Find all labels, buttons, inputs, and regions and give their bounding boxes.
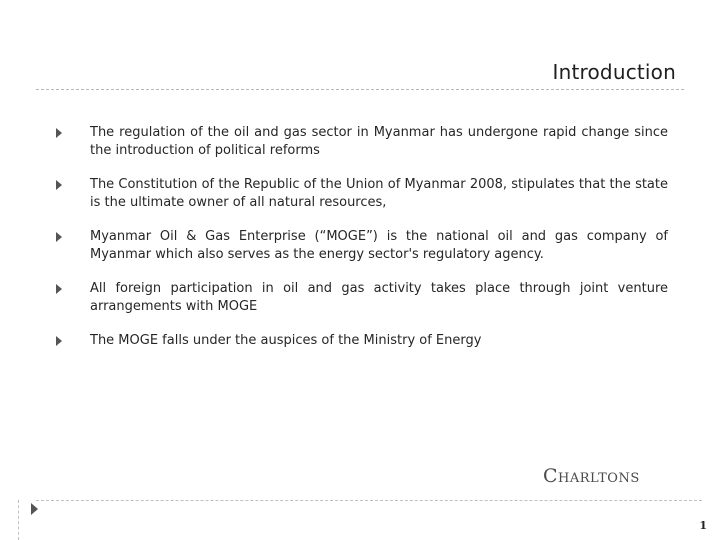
charltons-logo	[543, 465, 640, 487]
bullet-item	[56, 280, 668, 316]
bullet-text: The regulation of the oil and gas sector in Myanmar has undergone rapid change since the introduction of political reforms	[90, 125, 668, 158]
bullet-item	[56, 228, 668, 264]
triangle-right-icon	[56, 128, 62, 138]
bullet-text: The Constitution of the Republic of the Union of Myanmar 2008, stipulates that the state is the ultimate owner of all natural resources,	[90, 177, 668, 210]
page-number: 1	[699, 519, 707, 532]
bullet-item	[56, 124, 668, 160]
bullet-item	[56, 332, 668, 350]
triangle-right-icon	[56, 232, 62, 242]
footer-divider	[36, 500, 702, 501]
logo-first-letter: C	[543, 465, 559, 487]
side-divider	[18, 500, 19, 540]
logo-rest: HARLTONS	[558, 471, 640, 486]
bullet-text: All foreign participation in oil and gas activity takes place through joint venture arrangements with MOGE	[90, 281, 668, 314]
triangle-right-icon	[56, 336, 62, 346]
play-arrow-icon[interactable]	[31, 503, 38, 515]
bullet-text: The MOGE falls under the auspices of the Ministry of Energy	[90, 333, 482, 348]
bullet-text: Myanmar Oil & Gas Enterprise (“MOGE”) is the national oil and gas company of Myanmar which also serves as the energy sector's regulatory agency.	[90, 229, 668, 262]
title-divider	[36, 89, 684, 90]
triangle-right-icon	[56, 284, 62, 294]
bullet-item	[56, 176, 668, 212]
bullet-list	[56, 124, 668, 366]
slide-title: Introduction	[552, 60, 676, 84]
triangle-right-icon	[56, 180, 62, 190]
